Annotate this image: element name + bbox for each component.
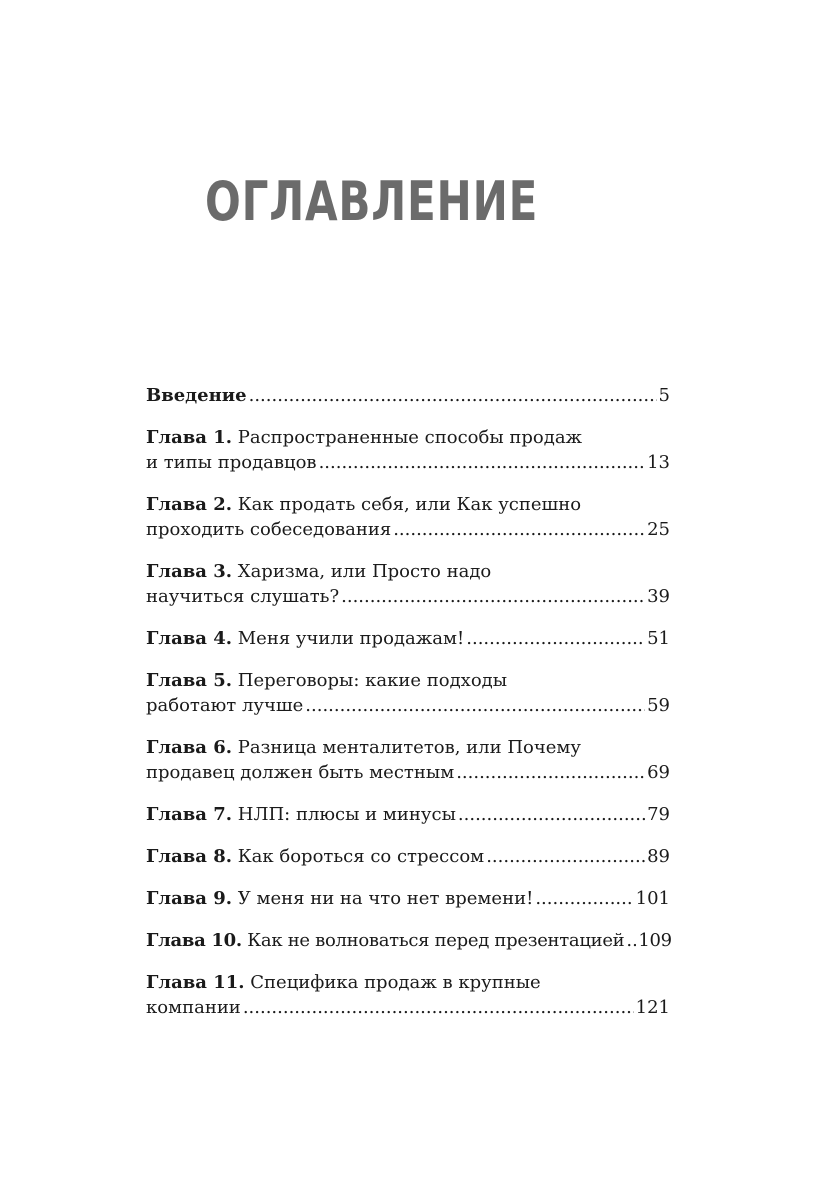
toc-title-continued: работают лучше [146,695,304,716]
dot-leader [341,584,645,609]
toc-entry-chapter-4[interactable] [146,626,670,651]
toc-entry-introduction[interactable] [146,383,670,408]
toc-entry-chapter-1[interactable] [146,425,670,475]
toc-entry-chapter-2[interactable] [146,492,670,542]
toc-title: Меня учили продажам! [237,628,465,649]
toc-title: Распространенные способы продаж [237,427,583,448]
toc-page-number: 69 [647,762,670,783]
toc-page-number: 5 [658,385,670,406]
toc-line [146,760,670,785]
page-title: ОГЛАВЛЕНИЕ [205,170,539,233]
toc-label: Глава 3. [146,561,233,582]
toc-first-line [146,735,670,760]
toc-label: Глава 5. [146,670,233,691]
toc-first-line [146,425,670,450]
toc-first-line [146,668,670,693]
toc-title: НЛП: плюсы и минусы [237,804,456,825]
toc-label: Глава 11. [146,972,245,993]
toc-first-line [146,970,670,995]
dot-leader [319,450,646,475]
toc-label: Глава 8. [146,846,233,867]
toc-line [146,802,670,827]
toc-page-number: 109 [638,930,672,951]
toc-title-continued: проходить собеседования [146,519,392,540]
toc-page-number: 13 [647,452,670,473]
toc-title: У меня ни на что нет времени! [237,888,534,909]
toc-label: Глава 7. [146,804,233,825]
toc-label: Введение [146,385,247,406]
toc-page-number: 25 [647,519,670,540]
toc-page-number: 89 [647,846,670,867]
toc-line [146,844,670,869]
dot-leader [458,802,645,827]
dot-leader [486,844,645,869]
dot-leader [249,383,657,408]
dot-leader [393,517,645,542]
toc-label: Глава 4. [146,628,233,649]
toc-page-number: 51 [647,628,670,649]
toc-title-continued: продавец должен быть местным [146,762,455,783]
toc-title: Как не волноваться перед презентацией [247,930,625,951]
dot-leader [466,626,645,651]
toc-label: Глава 6. [146,737,233,758]
toc-entry-chapter-6[interactable] [146,735,670,785]
dot-leader [626,928,636,953]
toc-title: Специфика продаж в крупные [250,972,541,993]
toc-first-line [146,492,670,517]
toc-entry-chapter-9[interactable] [146,886,670,911]
dot-leader [535,886,633,911]
toc-entry-chapter-5[interactable] [146,668,670,718]
toc-line [146,584,670,609]
toc-line [146,450,670,475]
toc-entry-chapter-11[interactable] [146,970,670,1020]
toc-title: Как продать себя, или Как успешно [237,494,582,515]
toc-label: Глава 1. [146,427,233,448]
toc-title-continued: компании [146,997,241,1018]
toc-entry-chapter-7[interactable] [146,802,670,827]
toc-entry-chapter-10[interactable] [146,928,670,953]
dot-leader [456,760,645,785]
toc-entry-chapter-3[interactable] [146,559,670,609]
toc-title-continued: и типы продавцов [146,452,317,473]
toc-page-number: 79 [647,804,670,825]
toc-line [146,693,670,718]
toc-label: Глава 9. [146,888,233,909]
toc-line [146,383,670,408]
toc-page-number: 59 [647,695,670,716]
toc-first-line [146,559,670,584]
toc-line [146,517,670,542]
toc-label: Глава 2. [146,494,233,515]
toc-line [146,626,670,651]
toc-page-number: 121 [635,997,670,1018]
toc-title-continued: научиться слушать? [146,586,340,607]
toc-label: Глава 10. [146,930,242,951]
toc-title: Разница менталитетов, или Почему [237,737,582,758]
toc-line [146,995,670,1020]
toc-line [146,886,670,911]
dot-leader [243,995,634,1020]
toc-line [146,928,670,953]
toc-title: Харизма, или Просто надо [237,561,492,582]
table-of-contents [146,383,670,1037]
dot-leader [305,693,645,718]
toc-title: Переговоры: какие подходы [237,670,508,691]
toc-page-number: 101 [635,888,670,909]
toc-page-number: 39 [647,586,670,607]
toc-entry-chapter-8[interactable] [146,844,670,869]
toc-title: Как бороться со стрессом [237,846,485,867]
